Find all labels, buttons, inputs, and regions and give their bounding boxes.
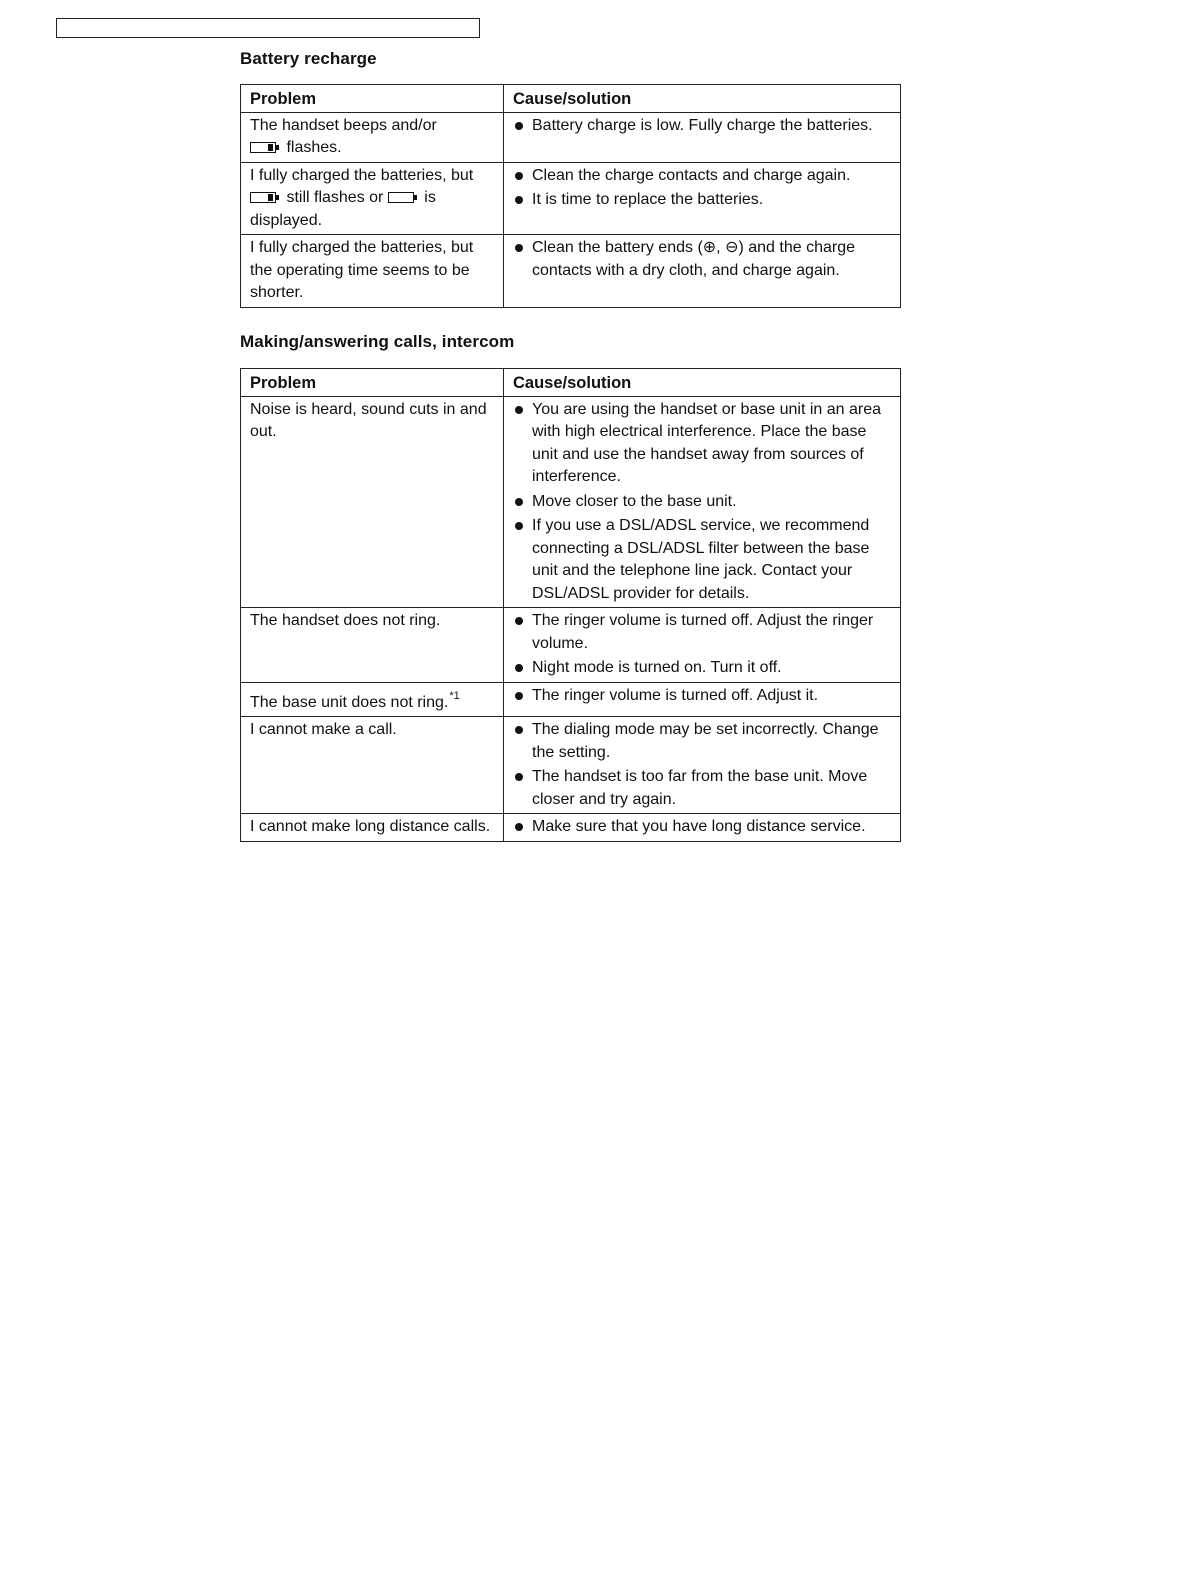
bullet-icon xyxy=(515,498,523,506)
solution-cell xyxy=(504,235,901,308)
problem-cell: Noise is heard, sound cuts in and out. xyxy=(241,396,504,608)
bullet-icon xyxy=(515,664,523,672)
bullet-icon xyxy=(515,406,523,414)
table-row xyxy=(241,608,901,683)
solution-item: Move closer to the base unit. xyxy=(513,491,892,514)
bullet-icon xyxy=(515,726,523,734)
table-row xyxy=(241,682,901,717)
bullet-icon xyxy=(515,522,523,530)
solution-item: Make sure that you have long distance service. xyxy=(513,816,892,839)
solution-cell xyxy=(504,162,901,235)
solution-item: You are using the handset or base unit in an area with high electrical interference. Place the base unit and use the handset away from sources of interference. xyxy=(513,399,892,489)
solution-item: The dialing mode may be set incorrectly. Change the setting. xyxy=(513,719,892,764)
solution-cell xyxy=(504,682,901,717)
solution-cell xyxy=(504,608,901,683)
bullet-icon xyxy=(515,617,523,625)
table-row xyxy=(241,396,901,608)
solution-cell xyxy=(504,396,901,608)
column-header-problem: Problem xyxy=(241,85,504,113)
problem-text: The base unit does not ring. xyxy=(250,693,449,711)
solution-item: If you use a DSL/ADSL service, we recommend connecting a DSL/ADSL filter between the base unit and the telephone line jack. Contact your DSL/ADSL provider for details. xyxy=(513,515,892,605)
battery-empty-icon xyxy=(388,192,418,203)
solution-cell xyxy=(504,112,901,162)
problem-text: is displayed. xyxy=(250,189,436,229)
table-header-row xyxy=(241,85,901,113)
problem-text: I fully charged the batteries, but xyxy=(250,166,474,184)
solution-cell xyxy=(504,814,901,842)
solution-item: The ringer volume is turned off. Adjust it. xyxy=(513,685,892,708)
solution-item: Night mode is turned on. Turn it off. xyxy=(513,657,892,680)
problem-cell xyxy=(241,162,504,235)
page-header-box xyxy=(56,18,480,38)
battery-low-icon xyxy=(250,192,280,203)
column-header-cause: Cause/solution xyxy=(504,369,901,397)
solution-item: The ringer volume is turned off. Adjust the ringer volume. xyxy=(513,610,892,655)
solution-item: Battery charge is low. Fully charge the batteries. xyxy=(513,115,892,138)
section-title-making-calls: Making/answering calls, intercom xyxy=(240,332,515,351)
table-row xyxy=(241,717,901,814)
bullet-icon xyxy=(515,122,523,130)
solution-item: Clean the battery ends (⊕, ⊖) and the charge contacts with a dry cloth, and charge again. xyxy=(513,237,892,282)
bullet-icon xyxy=(515,692,523,700)
bullet-icon xyxy=(515,244,523,252)
column-header-problem: Problem xyxy=(241,369,504,397)
problem-cell xyxy=(241,112,504,162)
problem-cell: I fully charged the batteries, but the operating time seems to be shorter. xyxy=(241,235,504,308)
problem-text: The handset beeps and/or xyxy=(250,116,437,134)
battery-recharge-table xyxy=(240,84,901,308)
table-row xyxy=(241,814,901,842)
solution-item: The handset is too far from the base unit. Move closer and try again. xyxy=(513,766,892,811)
problem-text: flashes. xyxy=(282,139,342,156)
problem-cell xyxy=(241,682,504,717)
column-header-cause: Cause/solution xyxy=(504,85,901,113)
calls-intercom-table xyxy=(240,368,901,842)
problem-cell: I cannot make long distance calls. xyxy=(241,814,504,842)
problem-cell: I cannot make a call. xyxy=(241,717,504,814)
battery-low-icon xyxy=(250,142,280,153)
table-row xyxy=(241,162,901,235)
section-title-battery-recharge: Battery recharge xyxy=(240,49,377,68)
bullet-icon xyxy=(515,196,523,204)
solution-item: It is time to replace the batteries. xyxy=(513,189,892,212)
solution-cell xyxy=(504,717,901,814)
problem-cell: The handset does not ring. xyxy=(241,608,504,683)
table-row xyxy=(241,235,901,308)
table-header-row xyxy=(241,369,901,397)
bullet-icon xyxy=(515,773,523,781)
footnote-marker: *1 xyxy=(449,689,460,702)
bullet-icon xyxy=(515,823,523,831)
bullet-icon xyxy=(515,172,523,180)
table-row xyxy=(241,112,901,162)
problem-text: still flashes or xyxy=(282,189,388,206)
solution-item: Clean the charge contacts and charge again. xyxy=(513,165,892,188)
